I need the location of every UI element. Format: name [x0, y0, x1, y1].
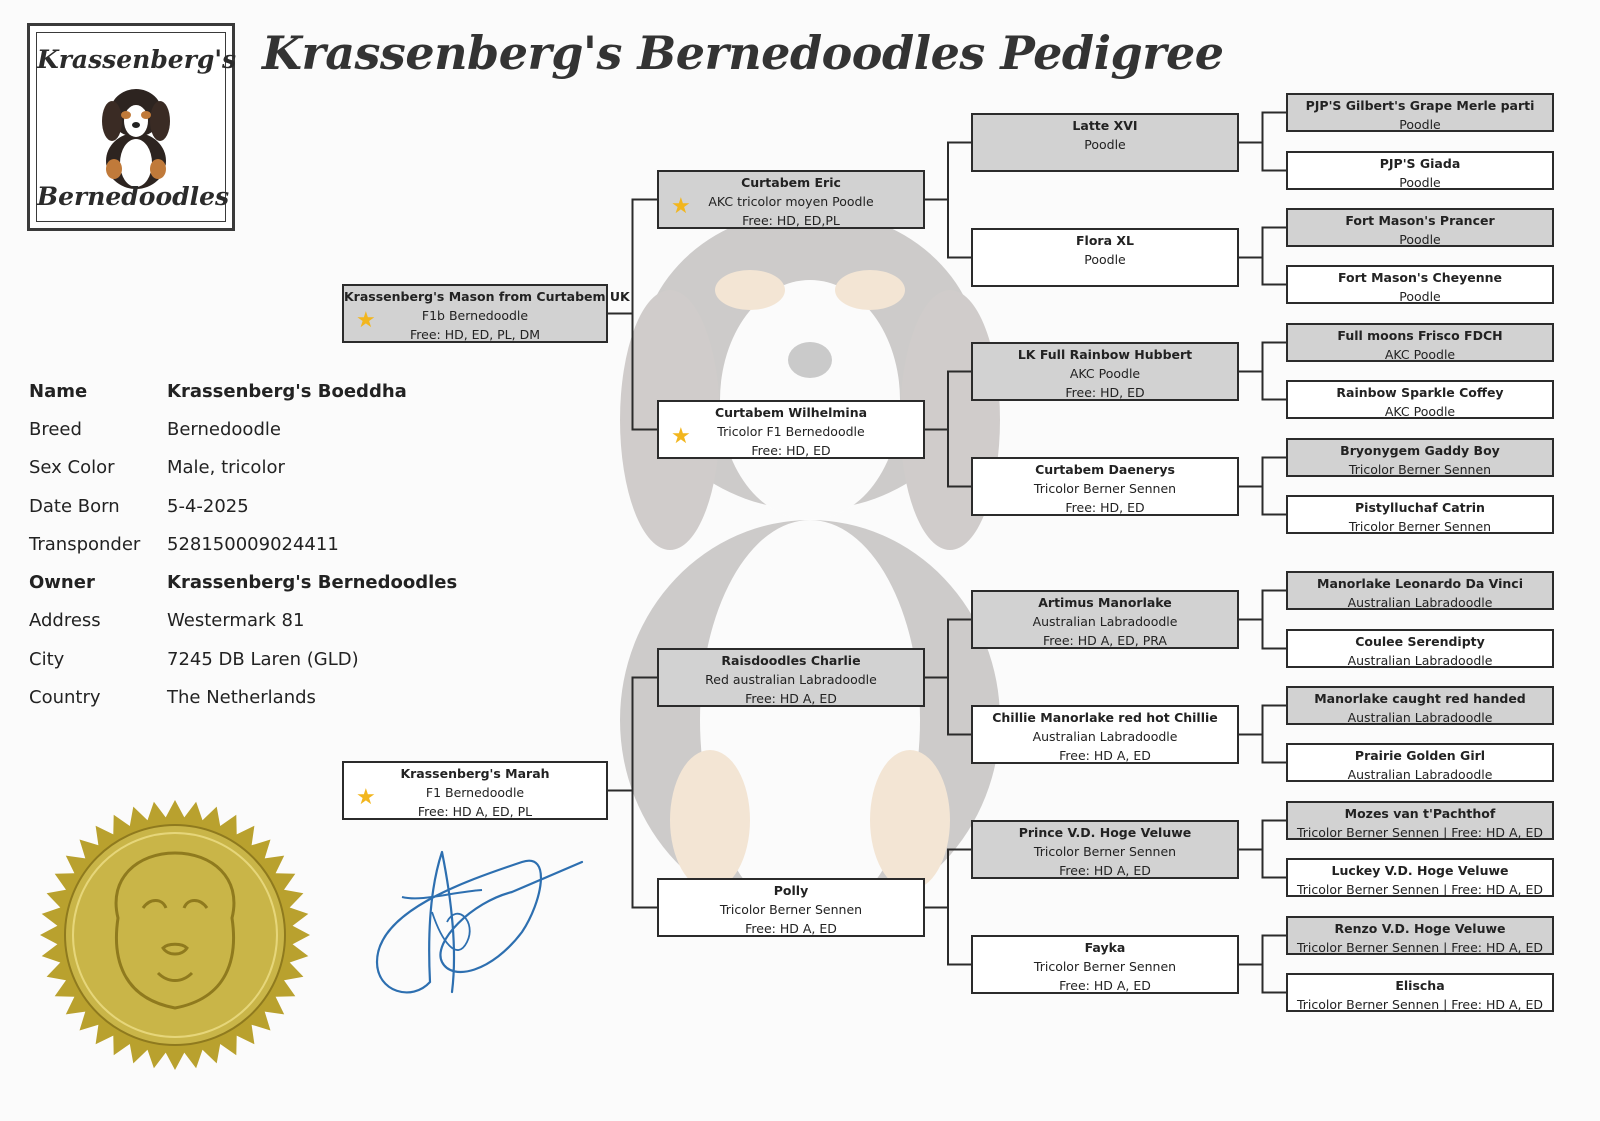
dog-detail: Red australian Labradoodle — [705, 672, 877, 687]
info-value: Westermark 81 — [167, 610, 305, 631]
connector-line — [925, 678, 971, 735]
grandparent-box — [657, 170, 925, 229]
dog-name: Fayka — [1084, 940, 1126, 955]
dog-detail: AKC tricolor moyen Poodle — [708, 194, 874, 209]
connector-line — [1239, 258, 1286, 285]
dog-name: Fort Mason's Cheyenne — [1338, 270, 1502, 285]
dog-name: Rainbow Sparkle Coffey — [1336, 385, 1504, 400]
dog-name: Fort Mason's Prancer — [1345, 213, 1495, 228]
great-great-grandparent-box — [1286, 93, 1554, 132]
connector-line — [925, 143, 971, 200]
dog-name: Mozes van t'Pachthof — [1344, 806, 1496, 821]
star-icon: ★ — [671, 193, 691, 219]
info-label: Country — [29, 687, 101, 708]
connector-line — [1239, 113, 1286, 143]
info-value: Bernedoodle — [167, 419, 281, 440]
dog-detail: AKC Poodle — [1069, 366, 1141, 381]
connector-line — [1239, 343, 1286, 372]
dog-detail: Tricolor Berner Sennen | Free: HD A, ED — [1296, 940, 1544, 955]
info-value: 5-4-2025 — [167, 496, 249, 517]
dog-detail: Free: HD A, ED — [745, 691, 837, 706]
connector-line — [1239, 591, 1286, 620]
logo-text-bottom: Bernedoodles — [37, 182, 230, 211]
signature-icon — [372, 842, 587, 1007]
dog-name: Manorlake caught red handed — [1314, 691, 1526, 706]
grandparent-box — [657, 648, 925, 707]
connector-line — [1239, 228, 1286, 258]
dog-detail: Free: HD, ED — [1065, 385, 1145, 400]
great-grandparent-box — [971, 113, 1239, 172]
great-great-grandparent-box — [1286, 571, 1554, 610]
star-icon: ★ — [356, 784, 376, 810]
great-great-grandparent-box — [1286, 801, 1554, 840]
great-great-grandparent-box — [1286, 686, 1554, 725]
dog-name: Curtabem Daenerys — [1035, 462, 1175, 477]
great-grandparent-box — [971, 935, 1239, 994]
connector-line — [1239, 821, 1286, 850]
connector-line — [925, 850, 971, 908]
great-great-grandparent-box — [1286, 973, 1554, 1012]
info-label: City — [29, 649, 65, 670]
dog-detail: AKC Poodle — [1384, 347, 1456, 362]
dog-name: PJP'S Giada — [1379, 156, 1461, 171]
great-grandparent-box — [971, 590, 1239, 649]
dog-detail: Tricolor Berner Sennen — [719, 902, 863, 917]
dog-detail: Tricolor F1 Bernedoodle — [717, 424, 865, 439]
dog-name: Flora XL — [1076, 233, 1134, 248]
dog-detail: Tricolor Berner Sennen | Free: HD A, ED — [1296, 997, 1544, 1012]
connector-line — [925, 620, 971, 678]
star-icon: ★ — [671, 423, 691, 449]
dog-detail: F1 Bernedoodle — [425, 785, 525, 800]
great-great-grandparent-box — [1286, 916, 1554, 955]
dog-detail: Australian Labradoodle — [1032, 729, 1178, 744]
info-value: The Netherlands — [167, 687, 316, 708]
dog-detail: Free: HD A, ED, PL — [417, 804, 533, 819]
connector-line — [925, 372, 971, 430]
info-label: Date Born — [29, 496, 120, 517]
info-label: Sex Color — [29, 457, 115, 478]
connector-line — [1239, 372, 1286, 400]
dog-detail: Poodle — [1084, 137, 1126, 152]
connector-line — [608, 791, 657, 908]
dog-detail: Free: HD A, ED — [1059, 978, 1151, 993]
dog-detail: Australian Labradoodle — [1032, 614, 1178, 629]
great-great-grandparent-box — [1286, 380, 1554, 419]
info-label: Owner — [29, 572, 95, 593]
dog-detail: Free: HD, ED,PL — [742, 213, 840, 228]
dog-name: LK Full Rainbow Hubbert — [1017, 347, 1193, 362]
dog-name: Bryonygem Gaddy Boy — [1340, 443, 1500, 458]
dog-detail: F1b Bernedoodle — [421, 308, 529, 323]
info-value: Krassenberg's Bernedoodles — [167, 572, 458, 593]
dog-detail: Tricolor Berner Sennen — [1348, 462, 1492, 477]
dog-name: Latte XVI — [1072, 118, 1138, 133]
dog-detail: Poodle — [1084, 252, 1126, 267]
connector-line — [1239, 936, 1286, 965]
great-great-grandparent-box — [1286, 743, 1554, 782]
dog-name: Manorlake Leonardo Da Vinci — [1317, 576, 1523, 591]
dog-detail: Poodle — [1399, 289, 1441, 304]
dog-name: Curtabem Wilhelmina — [714, 405, 868, 420]
seal-disc — [65, 825, 285, 1045]
dog-name: Prairie Golden Girl — [1354, 748, 1486, 763]
grandparent-box — [657, 878, 925, 937]
dog-name: Polly — [773, 883, 809, 898]
dog-detail: Poodle — [1399, 232, 1441, 247]
dog-detail: Tricolor Berner Sennen | Free: HD A, ED — [1296, 882, 1544, 897]
connector-line — [1239, 458, 1286, 487]
info-value: Male, tricolor — [167, 457, 285, 478]
great-great-grandparent-box — [1286, 151, 1554, 190]
dog-detail: Australian Labradoodle — [1347, 595, 1493, 610]
great-great-grandparent-box — [1286, 265, 1554, 304]
great-great-grandparent-box — [1286, 629, 1554, 668]
dog-detail: Tricolor Berner Sennen — [1348, 519, 1492, 534]
connector-line — [1239, 735, 1286, 763]
info-value: 528150009024411 — [167, 534, 339, 555]
dog-name: Krassenberg's Marah — [400, 766, 550, 781]
dog-detail: Tricolor Berner Sennen | Free: HD A, ED — [1296, 825, 1544, 840]
connector-line — [608, 678, 657, 791]
great-great-grandparent-box — [1286, 323, 1554, 362]
great-grandparent-box — [971, 705, 1239, 764]
info-value: 7245 DB Laren (GLD) — [167, 649, 359, 670]
grandparent-box — [657, 400, 925, 459]
dog-detail: Poodle — [1399, 175, 1441, 190]
connector-line — [925, 908, 971, 965]
dog-name: Raisdoodles Charlie — [721, 653, 861, 668]
dog-detail: Tricolor Berner Sennen — [1033, 481, 1177, 496]
dog-name: Luckey V.D. Hoge Veluwe — [1331, 863, 1509, 878]
star-icon: ★ — [356, 307, 376, 333]
dog-detail: Free: HD A, ED — [1059, 863, 1151, 878]
dog-detail: Tricolor Berner Sennen — [1033, 844, 1177, 859]
connector-line — [1239, 965, 1286, 993]
great-great-grandparent-box — [1286, 208, 1554, 247]
dog-name: Elischa — [1395, 978, 1445, 993]
dog-detail: Free: HD A, ED — [745, 921, 837, 936]
dog-detail: Tricolor Berner Sennen — [1033, 959, 1177, 974]
info-label: Name — [29, 381, 88, 402]
dog-name: PJP'S Gilbert's Grape Merle parti — [1305, 98, 1535, 113]
page-title: Krassenberg's Bernedoodles Pedigree — [262, 26, 1224, 80]
dog-name: Full moons Frisco FDCH — [1337, 328, 1503, 343]
great-grandparent-box — [971, 457, 1239, 516]
great-great-grandparent-box — [1286, 858, 1554, 897]
dog-detail: Poodle — [1399, 117, 1441, 132]
dog-detail: Australian Labradoodle — [1347, 767, 1493, 782]
dog-name: Artimus Manorlake — [1038, 595, 1172, 610]
dog-detail: Free: HD A, ED — [1059, 748, 1151, 763]
dog-name: Krassenberg's Mason from Curtabem UK — [344, 289, 630, 304]
dog-detail: Australian Labradoodle — [1347, 653, 1493, 668]
gold-seal-icon — [38, 798, 312, 1072]
great-grandparent-box — [971, 228, 1239, 287]
dog-name: Renzo V.D. Hoge Veluwe — [1334, 921, 1506, 936]
dog-name: Coulee Serendipty — [1355, 634, 1485, 649]
connector-line — [608, 314, 657, 430]
info-label: Transponder — [29, 534, 141, 555]
great-grandparent-box — [971, 820, 1239, 879]
connector-line — [1239, 706, 1286, 735]
dog-detail: AKC Poodle — [1384, 404, 1456, 419]
info-label: Breed — [29, 419, 82, 440]
connector-line — [925, 430, 971, 487]
dog-detail: Free: HD, ED — [751, 443, 831, 458]
dog-detail: Australian Labradoodle — [1347, 710, 1493, 725]
connector-line — [1239, 620, 1286, 649]
logo-text-top: Krassenberg's — [37, 45, 237, 74]
dog-name: Curtabem Eric — [741, 175, 841, 190]
dog-detail: Free: HD A, ED, PRA — [1043, 633, 1167, 648]
connector-line — [1239, 850, 1286, 878]
dog-detail: Free: HD, ED, PL, DM — [409, 327, 540, 342]
great-great-grandparent-box — [1286, 495, 1554, 534]
connector-line — [1239, 143, 1286, 171]
info-value: Krassenberg's Boeddha — [167, 381, 407, 402]
info-label: Address — [29, 610, 101, 631]
dog-name: Prince V.D. Hoge Veluwe — [1018, 825, 1192, 840]
connector-line — [1239, 487, 1286, 515]
connector-line — [925, 200, 971, 258]
dog-name: Chillie Manorlake red hot Chillie — [992, 710, 1218, 725]
dam-box — [342, 761, 608, 820]
great-grandparent-box — [971, 342, 1239, 401]
dog-detail: Free: HD, ED — [1065, 500, 1145, 515]
dog-name: Pistylluchaf Catrin — [1355, 500, 1485, 515]
sire-box — [342, 284, 630, 343]
great-great-grandparent-box — [1286, 438, 1554, 477]
